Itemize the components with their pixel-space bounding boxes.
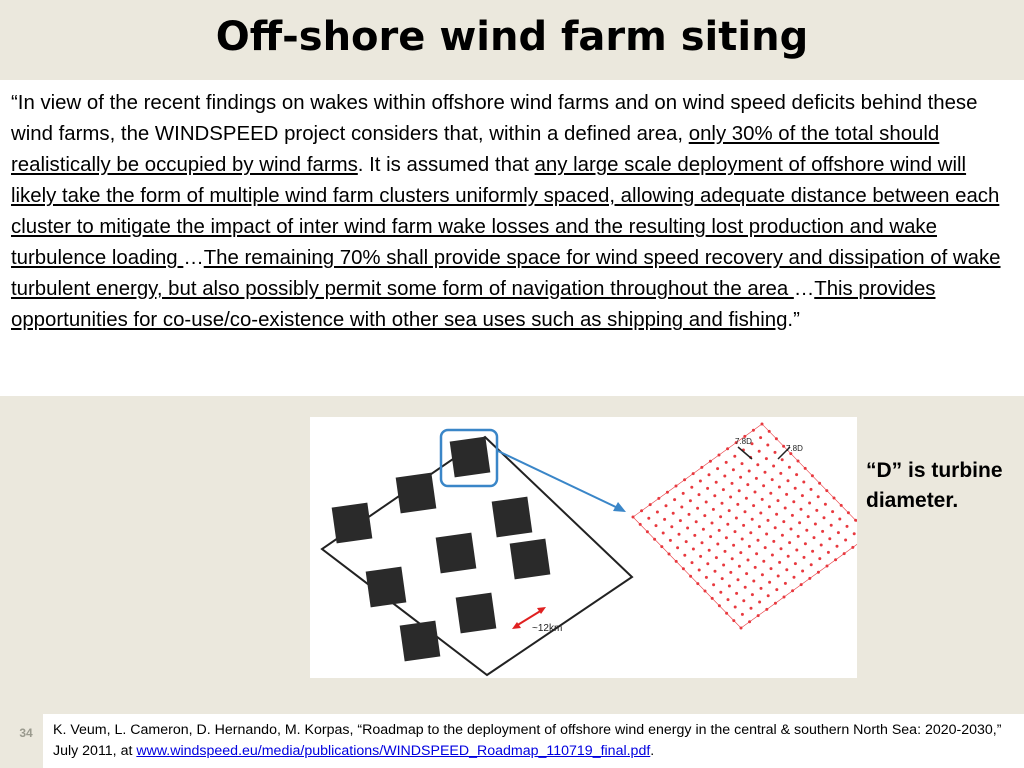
cluster-square: [450, 437, 491, 478]
turbine-dot: [679, 519, 682, 522]
turbine-dot: [752, 580, 755, 583]
wind-farm-diagram: [310, 417, 857, 678]
turbine-dot: [767, 519, 770, 522]
turbine-dot: [705, 576, 708, 579]
turbine-dot: [820, 544, 823, 547]
turbine-dot: [732, 468, 735, 471]
turbine-dot: [728, 509, 731, 512]
turbine-dot: [742, 599, 745, 602]
turbine-dot: [751, 518, 754, 521]
reference-box: [43, 714, 1024, 768]
turbine-dot: [810, 488, 813, 491]
turbine-dot: [708, 473, 711, 476]
turbine-dot: [764, 546, 767, 549]
turbine-dot: [831, 510, 834, 513]
turbine-dot: [768, 581, 771, 584]
turbine-dot: [745, 572, 748, 575]
spacing-label-left: 7.8D: [735, 437, 752, 446]
turbine-dot: [775, 513, 778, 516]
reference-text: [53, 720, 1021, 762]
turbine-dot: [785, 493, 788, 496]
quote-underline-4: This provides opportunities for co-use/co-existence with other sea uses such as shipping and fishing: [11, 278, 936, 331]
quote-underline-1: only 30% of the total should realistically be occupied by wind farms: [11, 123, 940, 176]
turbine-dot: [769, 492, 772, 495]
turbine-dot: [777, 499, 780, 502]
turbine-dot: [778, 486, 781, 489]
turbine-dot: [759, 436, 762, 439]
distance-label: ~12km: [532, 623, 563, 634]
turbine-dot: [726, 523, 729, 526]
turbine-dot: [719, 591, 722, 594]
turbine-dot: [837, 531, 840, 534]
turbine-dot: [801, 494, 804, 497]
turbine-dot: [728, 585, 731, 588]
turbine-dot: [663, 518, 666, 521]
turbine-dot: [722, 564, 725, 567]
turbine-dot: [762, 484, 765, 487]
turbine-dot: [723, 475, 726, 478]
turbine-dot: [672, 512, 675, 515]
cluster-square: [396, 473, 437, 514]
turbine-dot: [752, 504, 755, 507]
turbine-diameter-note: “D” is turbine diameter.: [866, 459, 1003, 512]
turbine-dot: [790, 528, 793, 531]
turbine-dot: [771, 478, 774, 481]
turbine-dot: [715, 481, 718, 484]
turbine-dot: [838, 518, 841, 521]
turbine-dot: [683, 554, 686, 557]
turbine-dot: [788, 466, 791, 469]
quote-box: [0, 80, 1024, 396]
turbine-dot: [696, 507, 699, 510]
turbine-dot: [713, 494, 716, 497]
turbine-dot: [787, 479, 790, 482]
turbine-dot: [795, 549, 798, 552]
turbine-dot: [781, 534, 784, 537]
turbine-dot: [798, 521, 801, 524]
turbine-dot: [741, 538, 744, 541]
turbine-dot: [803, 556, 806, 559]
turbine-dot: [741, 613, 744, 616]
turbine-dot: [795, 473, 798, 476]
turbine-dot: [764, 471, 767, 474]
turbine-dot: [757, 539, 760, 542]
quote-text: [11, 88, 1011, 336]
turbine-dot: [765, 533, 768, 536]
turbine-dot: [775, 588, 778, 591]
turbine-dot: [828, 537, 831, 540]
turbine-dot: [678, 533, 681, 536]
turbine-dot: [813, 536, 816, 539]
turbine-dot: [676, 546, 679, 549]
cluster-square: [456, 593, 497, 634]
turbine-dot: [745, 497, 748, 500]
slide-title: Off-shore wind farm siting: [215, 14, 809, 60]
page-number: 34: [19, 726, 33, 740]
turbine-dot: [729, 496, 732, 499]
turbine-dot: [680, 506, 683, 509]
turbine-dot: [761, 573, 764, 576]
turbine-dot: [701, 541, 704, 544]
turbine-dot: [665, 504, 668, 507]
quote-part-2: . It is assumed that: [357, 154, 535, 176]
cluster-square: [436, 533, 477, 574]
turbine-dot: [711, 522, 714, 525]
turbine-dot: [751, 593, 754, 596]
turbine-dot: [808, 502, 811, 505]
turbine-dot: [746, 483, 749, 486]
turbine-dot: [732, 544, 735, 547]
cluster-square: [400, 621, 441, 662]
turbine-dot: [747, 559, 750, 562]
turbine-dot: [844, 539, 847, 542]
turbine-dot: [706, 487, 709, 490]
turbine-dot: [817, 495, 820, 498]
turbine-dot: [698, 493, 701, 496]
turbine-dot: [688, 513, 691, 516]
turbine-dot: [804, 542, 807, 545]
turbine-dot: [760, 587, 763, 590]
turbine-dot: [772, 540, 775, 543]
turbine-dot: [690, 486, 693, 489]
turbine-dot: [709, 535, 712, 538]
turbine-dot: [765, 457, 768, 460]
cluster-square: [332, 503, 373, 544]
turbine-dot: [793, 576, 796, 579]
turbine-dot: [655, 524, 658, 527]
reference-end: .: [650, 743, 655, 759]
turbine-dot: [755, 477, 758, 480]
turbine-dot: [780, 547, 783, 550]
turbine-dot: [755, 552, 758, 555]
turbine-dot: [785, 568, 788, 571]
turbine-dot: [805, 529, 808, 532]
turbine-grid: [632, 423, 858, 630]
turbine-dot: [818, 557, 821, 560]
turbine-dot: [712, 508, 715, 511]
turbine-dot: [722, 488, 725, 491]
quote-part-4: …: [793, 278, 815, 300]
turbine-dot: [682, 492, 685, 495]
turbine-dot: [814, 523, 817, 526]
turbine-dot: [744, 510, 747, 513]
turbine-dot: [715, 556, 718, 559]
turbine-dot: [736, 503, 739, 506]
turbine-dot: [823, 516, 826, 519]
turbine-dot: [830, 524, 833, 527]
turbine-dot: [778, 561, 781, 564]
turbine-dot: [686, 527, 689, 530]
turbine-dot: [647, 517, 650, 520]
turbine-dot: [801, 570, 804, 573]
turbine-dot: [758, 525, 761, 528]
quote-underline-3: The remaining 70% shall provide space for wind speed recovery and dissipation of wake turbulent energy, but also possibly permit some form of navigation throughout the area: [11, 247, 1001, 300]
turbine-dot: [734, 606, 737, 609]
turbine-dot: [685, 540, 688, 543]
turbine-dot: [733, 455, 736, 458]
turbine-dot: [772, 465, 775, 468]
turbine-dot: [703, 514, 706, 517]
wind-farm-layout-figure: [310, 417, 857, 678]
turbine-dot: [692, 548, 695, 551]
turbine-dot: [771, 554, 774, 557]
turbine-dot: [721, 502, 724, 505]
turbine-dot: [754, 566, 757, 569]
turbine-dot: [811, 550, 814, 553]
turbine-dot: [815, 509, 818, 512]
turbine-dot: [821, 530, 824, 533]
turbine-dot: [748, 470, 751, 473]
turbine-dot: [708, 549, 711, 552]
turbine-dot: [706, 562, 709, 565]
turbine-dot: [698, 569, 701, 572]
turbine-dot: [716, 543, 719, 546]
turbine-dot: [735, 592, 738, 595]
turbine-dot: [788, 541, 791, 544]
turbine-dot: [762, 560, 765, 563]
turbine-dot: [719, 515, 722, 518]
turbine-dot: [724, 550, 727, 553]
turbine-dot: [718, 529, 721, 532]
turbine-dot: [737, 578, 740, 581]
turbine-dot: [699, 480, 702, 483]
turbine-dot: [748, 545, 751, 548]
turbine-dot: [794, 487, 797, 490]
turbine-dot: [699, 555, 702, 558]
turbine-dot: [800, 508, 803, 511]
turbine-dot: [787, 555, 790, 558]
turbine-dot: [689, 499, 692, 502]
turbine-dot: [791, 514, 794, 517]
turbine-dot: [712, 583, 715, 586]
reference-citation: K. Veum, L. Cameron, D. Hernando, M. Korpas, “Roadmap to the deployment of offshore wind energy in the central & southern North Sea: 2020-2030,” July 2011, at: [53, 722, 1002, 759]
turbine-dot: [779, 472, 782, 475]
turbine-dot: [742, 524, 745, 527]
turbine-dot: [802, 481, 805, 484]
turbine-dot: [662, 532, 665, 535]
cluster-square: [510, 539, 551, 580]
turbine-dot: [781, 458, 784, 461]
turbine-dot: [693, 534, 696, 537]
turbine-dot: [738, 565, 741, 568]
turbine-dot: [725, 461, 728, 464]
turbine-dot: [770, 567, 773, 570]
turbine-dot: [738, 489, 741, 492]
turbine-dot: [716, 467, 719, 470]
spacing-label-right: 7.8D: [786, 444, 803, 453]
turbine-dot: [758, 601, 761, 604]
spacing-arrow-left: [738, 447, 752, 459]
cluster-square: [366, 567, 407, 608]
turbine-dot: [824, 503, 827, 506]
turbine-dot: [853, 532, 856, 535]
turbine-dot: [739, 476, 742, 479]
turbine-dot: [670, 525, 673, 528]
turbine-dot: [739, 551, 742, 554]
turbine-dot: [777, 575, 780, 578]
turbine-dot: [725, 536, 728, 539]
cluster-square: [492, 497, 533, 538]
turbine-dot: [794, 562, 797, 565]
turbine-dot: [784, 507, 787, 510]
turbine-dot: [759, 512, 762, 515]
turbine-dot: [836, 545, 839, 548]
quote-part-5: .”: [787, 309, 800, 331]
turbine-dot: [656, 511, 659, 514]
turbine-dot: [705, 501, 708, 504]
turbine-dot: [810, 563, 813, 566]
turbine-dot: [758, 450, 761, 453]
turbine-dot: [768, 505, 771, 508]
turbine-dot: [731, 557, 734, 560]
turbine-dot: [792, 500, 795, 503]
reference-link[interactable]: www.windspeed.eu/media/publications/WINDSPEED_Roadmap_110719_final.pdf: [136, 743, 651, 759]
quote-part-1: “In view of the recent findings on wakes within offshore wind farms and on wind speed deficits behind these wind farms, the WINDSPEED project considers that, within a defined area,: [11, 92, 978, 145]
turbine-dot: [731, 482, 734, 485]
quote-part-3: …: [183, 247, 204, 269]
turbine-dot: [695, 520, 698, 523]
turbine-dot: [714, 570, 717, 573]
turbine-dot: [756, 463, 759, 466]
turbine-dot: [721, 577, 724, 580]
turbine-dot: [691, 561, 694, 564]
turbine-dot: [784, 582, 787, 585]
turbine-dot: [797, 535, 800, 538]
turbine-dot: [749, 531, 752, 534]
turbine-dot: [734, 530, 737, 533]
turbine-dot: [727, 598, 730, 601]
quote-underline-2: any large scale deployment of offshore wind will likely take the form of multiple wind farm clusters uniformly spaced, allowing adequate distance between each cluster to mitigate the impact of inter wind farm wake losses and the resulting lost production and wake turbulence loading: [11, 154, 1000, 269]
turbine-dot: [774, 451, 777, 454]
turbine-dot: [807, 515, 810, 518]
turbine-dot: [744, 586, 747, 589]
turbine-dot: [754, 491, 757, 494]
turbine-dot: [750, 607, 753, 610]
turbine-dot: [735, 517, 738, 520]
turbine-dot: [774, 526, 777, 529]
turbine-dot: [766, 444, 769, 447]
turbine-dot: [827, 551, 830, 554]
turbine-dot: [767, 594, 770, 597]
turbine-dot: [782, 520, 785, 523]
turbine-dot: [673, 498, 676, 501]
turbine-dot: [741, 462, 744, 465]
turbine-dot: [729, 571, 732, 574]
turbine-dot: [702, 528, 705, 531]
turbine-grid-outline: [633, 424, 857, 628]
turbine-dot: [669, 539, 672, 542]
turbine-dot: [846, 525, 849, 528]
turbine-dot: [761, 498, 764, 501]
